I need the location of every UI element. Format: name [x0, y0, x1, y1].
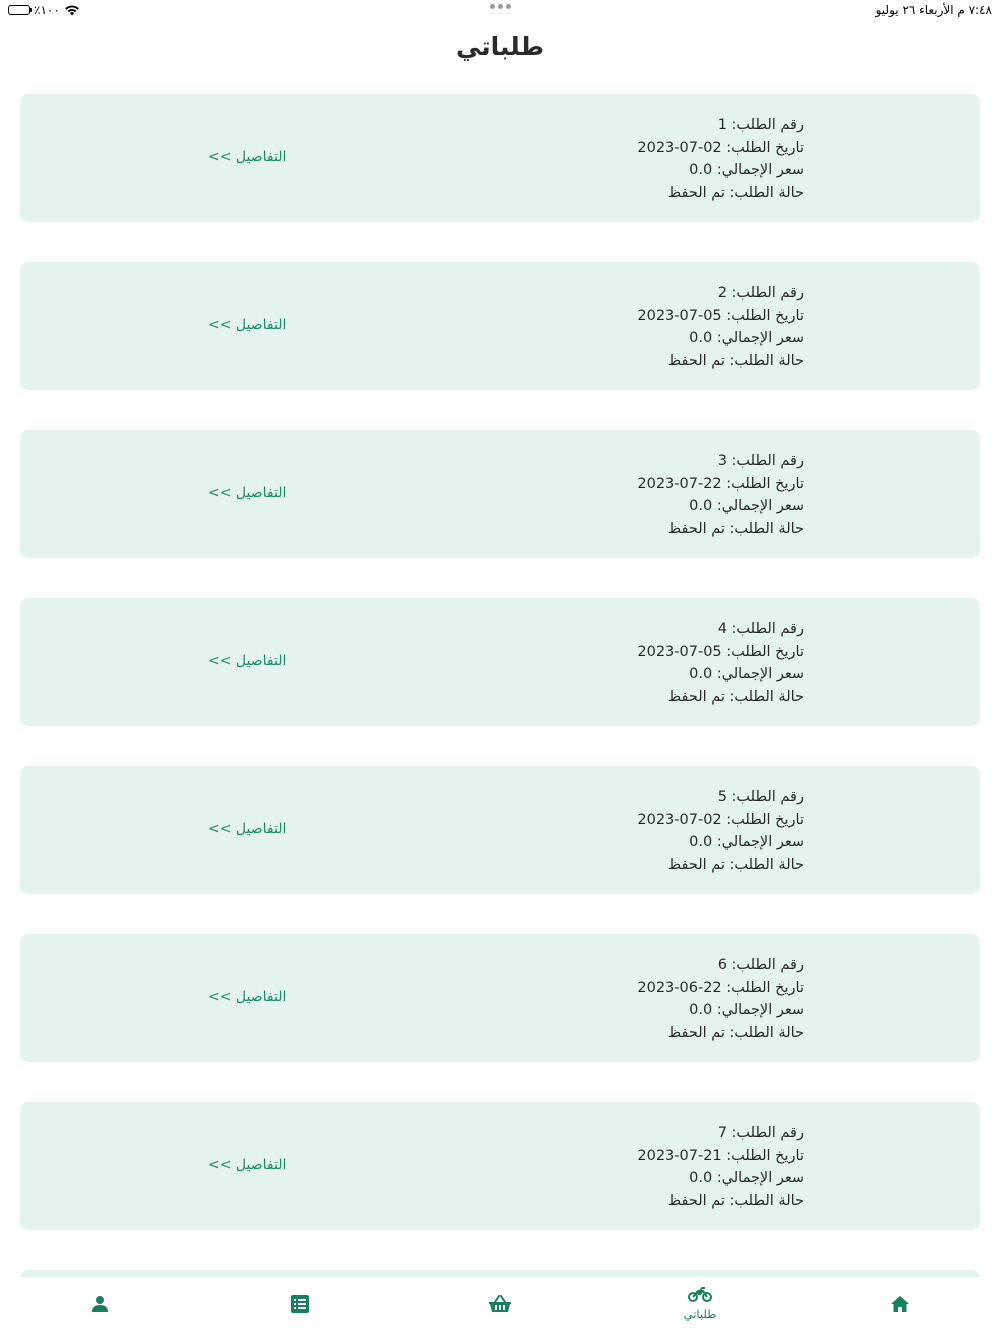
order-total: سعر الإجمالي: 0.0: [689, 834, 804, 850]
nav-profile[interactable]: [0, 1277, 200, 1334]
nav-basket[interactable]: [400, 1277, 600, 1334]
order-number: رقم الطلب: 5: [717, 789, 804, 805]
order-card: [20, 766, 980, 894]
order-date: تاريخ الطلب: 21-07-2023: [637, 1147, 804, 1164]
status-indicators: [8, 3, 80, 17]
order-info: [637, 114, 804, 204]
order-number: رقم الطلب: 7: [717, 1125, 804, 1141]
order-date: تاريخ الطلب: 05-07-2023: [637, 307, 804, 324]
battery-percentage: ٪١٠٠: [34, 3, 60, 17]
order-total: سعر الإجمالي: 0.0: [689, 330, 804, 346]
nav-my-orders-label: طلباتي: [683, 1307, 717, 1321]
order-status: حالة الطلب: تم الحفظ: [667, 520, 804, 537]
page-title: طلباتي: [455, 32, 545, 61]
order-date: تاريخ الطلب: 05-07-2023: [637, 643, 804, 660]
order-number: رقم الطلب: 6: [717, 957, 804, 973]
order-info: [637, 954, 804, 1044]
orders-list: [20, 94, 980, 1278]
order-total: سعر الإجمالي: 0.0: [689, 498, 804, 514]
order-info: [637, 618, 804, 708]
order-info: [637, 450, 804, 540]
order-total: سعر الإجمالي: 0.0: [689, 666, 804, 682]
bottom-nav: [0, 1277, 1000, 1334]
order-info: [637, 1122, 804, 1212]
order-card: [20, 934, 980, 1062]
order-card: [20, 598, 980, 726]
multitask-dots-icon[interactable]: [490, 4, 511, 9]
order-total: سعر الإجمالي: 0.0: [689, 162, 804, 178]
home-icon: [890, 1295, 910, 1313]
order-date: تاريخ الطلب: 02-07-2023: [637, 139, 804, 156]
nav-my-orders[interactable]: [600, 1277, 800, 1334]
nav-home[interactable]: [800, 1277, 1000, 1334]
order-card: [20, 430, 980, 558]
order-status: حالة الطلب: تم الحفظ: [667, 1024, 804, 1041]
order-number: رقم الطلب: 1: [717, 117, 804, 133]
order-card: [20, 262, 980, 390]
order-status: حالة الطلب: تم الحفظ: [667, 184, 804, 201]
order-details-link[interactable]: التفاصيل >>: [208, 989, 287, 1005]
order-number: رقم الطلب: 4: [717, 621, 804, 637]
order-date: تاريخ الطلب: 22-07-2023: [637, 475, 804, 492]
status-bar: [0, 0, 1000, 22]
order-number: رقم الطلب: 2: [717, 285, 804, 301]
order-details-link[interactable]: التفاصيل >>: [208, 1157, 287, 1173]
order-details-link[interactable]: التفاصيل >>: [208, 821, 287, 837]
order-details-link[interactable]: التفاصيل >>: [208, 653, 287, 669]
person-icon: [91, 1295, 109, 1313]
wifi-icon: [64, 4, 80, 16]
order-status: حالة الطلب: تم الحفظ: [667, 688, 804, 705]
order-status: حالة الطلب: تم الحفظ: [667, 1192, 804, 1209]
order-date: تاريخ الطلب: 22-06-2023: [637, 979, 804, 996]
order-info: [637, 786, 804, 876]
order-info: [637, 282, 804, 372]
order-card: [20, 1102, 980, 1230]
order-total: سعر الإجمالي: 0.0: [689, 1170, 804, 1186]
order-status: حالة الطلب: تم الحفظ: [667, 856, 804, 873]
order-number: رقم الطلب: 3: [717, 453, 804, 469]
battery-icon: [8, 5, 30, 15]
order-details-link[interactable]: التفاصيل >>: [208, 485, 287, 501]
nav-list[interactable]: [200, 1277, 400, 1334]
order-details-link[interactable]: التفاصيل >>: [208, 149, 287, 165]
order-card: [20, 94, 980, 222]
status-time: ٧:٤٨ م الأربعاء ٢٦ يوليو: [875, 3, 992, 17]
order-details-link[interactable]: التفاصيل >>: [208, 317, 287, 333]
motorcycle-icon: [688, 1287, 712, 1303]
order-status: حالة الطلب: تم الحفظ: [667, 352, 804, 369]
list-icon: [291, 1295, 309, 1313]
basket-icon: [489, 1295, 511, 1313]
order-total: سعر الإجمالي: 0.0: [689, 1002, 804, 1018]
order-date: تاريخ الطلب: 02-07-2023: [637, 811, 804, 828]
